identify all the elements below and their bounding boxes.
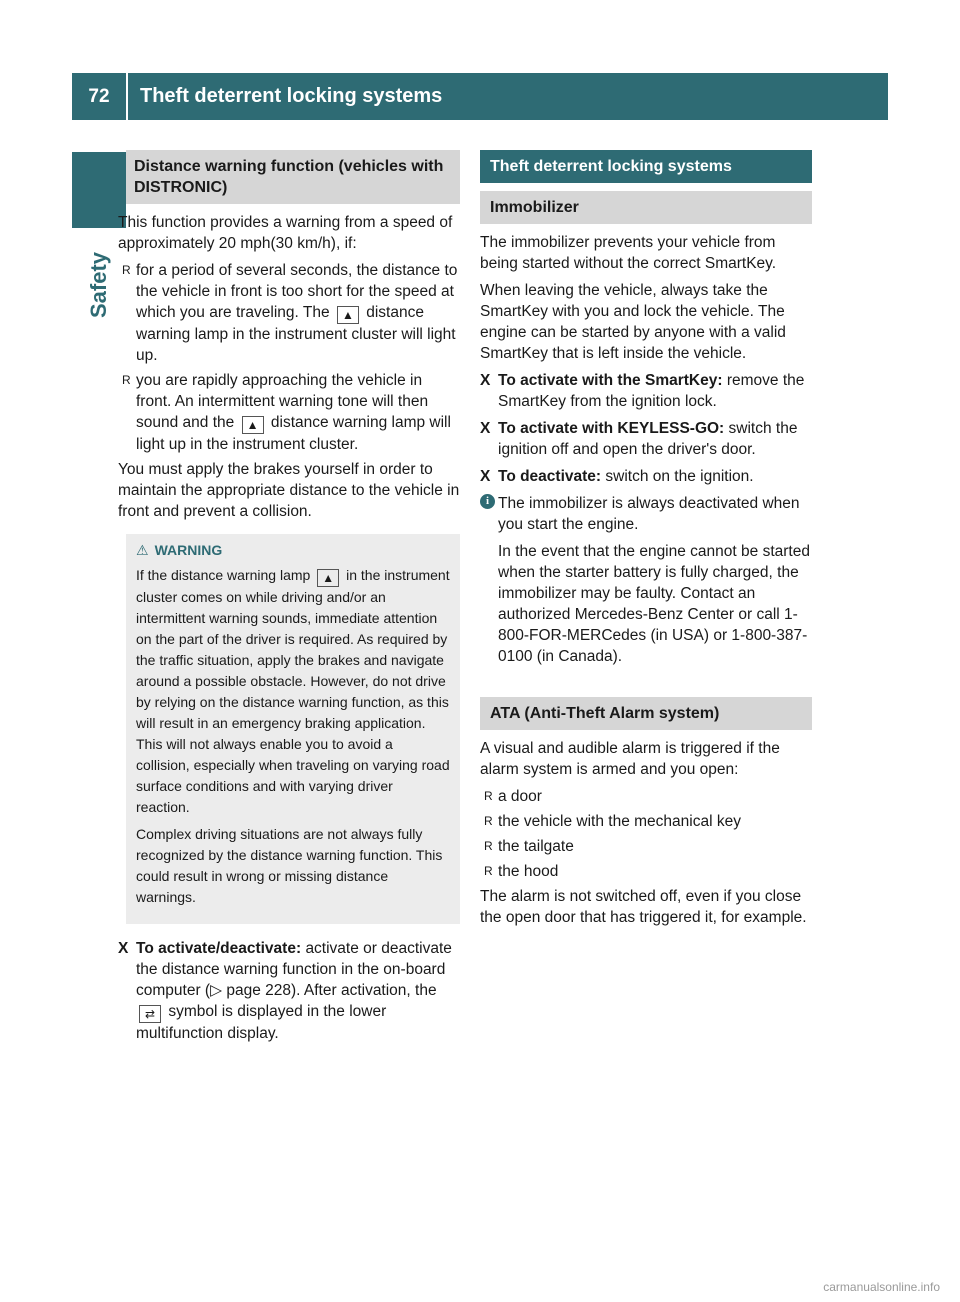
ata-heading: ATA (Anti-Theft Alarm system) <box>480 697 812 730</box>
list-item: R you are rapidly approaching the vehicle in front. An intermittent warning tone will then sound and the ▲ distance warning lamp will light up in the instrument cluster. <box>122 372 451 453</box>
page-reference-arrow-icon: ▷ <box>210 982 223 999</box>
distance-warning-lamp-icon: ▲ <box>317 569 339 587</box>
brake-note: You must apply the brakes yourself in order to maintain the appropriate distance to the vehicle in front and prevent a collision. <box>118 461 460 520</box>
bullet-icon: R <box>484 814 493 828</box>
bullet-icon: R <box>484 864 493 878</box>
step-arrow-icon: X <box>118 940 129 957</box>
step-item: X To activate with the SmartKey: remove the SmartKey from the ignition lock. <box>480 372 805 410</box>
distance-warning-lamp-icon: ▲ <box>242 416 264 434</box>
info-note: i The immobilizer is always deactivated when you start the engine. In the event that the engine cannot be started when the starter battery is fully charged, the immobilizer may be faulty. Contact an authorized Mercedes-Benz Center or call 1-800-FOR-MERCedes (in USA) or 1-800-387-0100 (in Canada). <box>480 493 812 667</box>
distronic-symbol-icon: ⇄ <box>139 1005 161 1023</box>
warning-paragraph: Complex driving situations are not always fully recognized by the distance warning function. This could result in wrong or missing distance warnings. <box>136 826 443 905</box>
bullet-icon: R <box>484 789 493 803</box>
ata-outro: The alarm is not switched off, even if you close the open door that has triggered it, for example. <box>480 888 807 926</box>
list-item: R for a period of several seconds, the distance to the vehicle in front is too short for the speed at which you are traveling. The ▲ distance warning lamp in the instrument cluster will light up. <box>122 262 458 364</box>
page-title: Theft deterrent locking systems <box>140 85 443 107</box>
ata-intro: A visual and audible alarm is triggered if the alarm system is armed and you open: <box>480 740 780 778</box>
warning-title: ⚠ WARNING <box>136 540 450 561</box>
immobilizer-paragraph: When leaving the vehicle, always take the SmartKey with you and lock the vehicle. The engine can be started by anyone with a valid SmartKey that is left inside the vehicle. <box>480 282 786 362</box>
list-item: R the vehicle with the mechanical key <box>484 813 741 830</box>
sidebar-label: Safety <box>86 251 111 318</box>
step-arrow-icon: X <box>480 372 491 389</box>
page-reference-link[interactable]: page 228 <box>226 982 291 999</box>
bullet-icon: R <box>122 263 131 277</box>
header-divider <box>126 73 128 120</box>
immobilizer-heading: Immobilizer <box>480 191 812 224</box>
intro-text: This function provides a warning from a speed of approximately 20 mph(30 km/h), if: <box>118 214 453 252</box>
bullet-icon: R <box>122 373 131 387</box>
list-item: R the hood <box>484 863 559 880</box>
page-number: 72 <box>88 86 110 107</box>
warning-paragraph: If the distance warning lamp ▲ in the instrument cluster comes on while driving and/or an intermittent warning sounds, immediate attention on the part of the driver is required. As required by the traffic situation, apply the brakes and navigate around a possible obstacle. However, do not drive by relying on the distance warning function, as this will result in an emergency braking application. This will not always enable you to avoid a collision, especially when traveling on varying road surface conditions and with varying driver reaction. <box>136 567 450 815</box>
right-column <box>480 150 812 934</box>
info-icon: i <box>480 494 495 509</box>
step-item: X To deactivate: switch on the ignition. <box>480 468 754 485</box>
step-arrow-icon: X <box>480 468 491 485</box>
footer-watermark: carmanualsonline.info <box>823 1280 940 1294</box>
warning-box <box>126 534 460 924</box>
distance-warning-heading: Distance warning function (vehicles with DISTRONIC) <box>126 150 460 204</box>
immobilizer-paragraph: The immobilizer prevents your vehicle from being started without the correct SmartKey. <box>480 234 777 272</box>
warning-triangle-icon: ⚠ <box>136 542 149 558</box>
list-item: R the tailgate <box>484 838 574 855</box>
distance-warning-lamp-icon: ▲ <box>337 306 359 324</box>
step-arrow-icon: X <box>480 420 491 437</box>
step-item: X To activate with KEYLESS-GO: switch the ignition off and open the driver's door. <box>480 420 798 458</box>
bullet-icon: R <box>484 839 493 853</box>
section-title: Theft deterrent locking systems <box>480 150 812 183</box>
list-item: R a door <box>484 788 542 805</box>
activate-step: X To activate/deactivate: activate or deactivate the distance warning function in the on-board computer (▷ page 228). After activation, the ⇄ symbol is displayed in the lower multifunction display. <box>118 940 452 1042</box>
left-column <box>118 150 460 1050</box>
